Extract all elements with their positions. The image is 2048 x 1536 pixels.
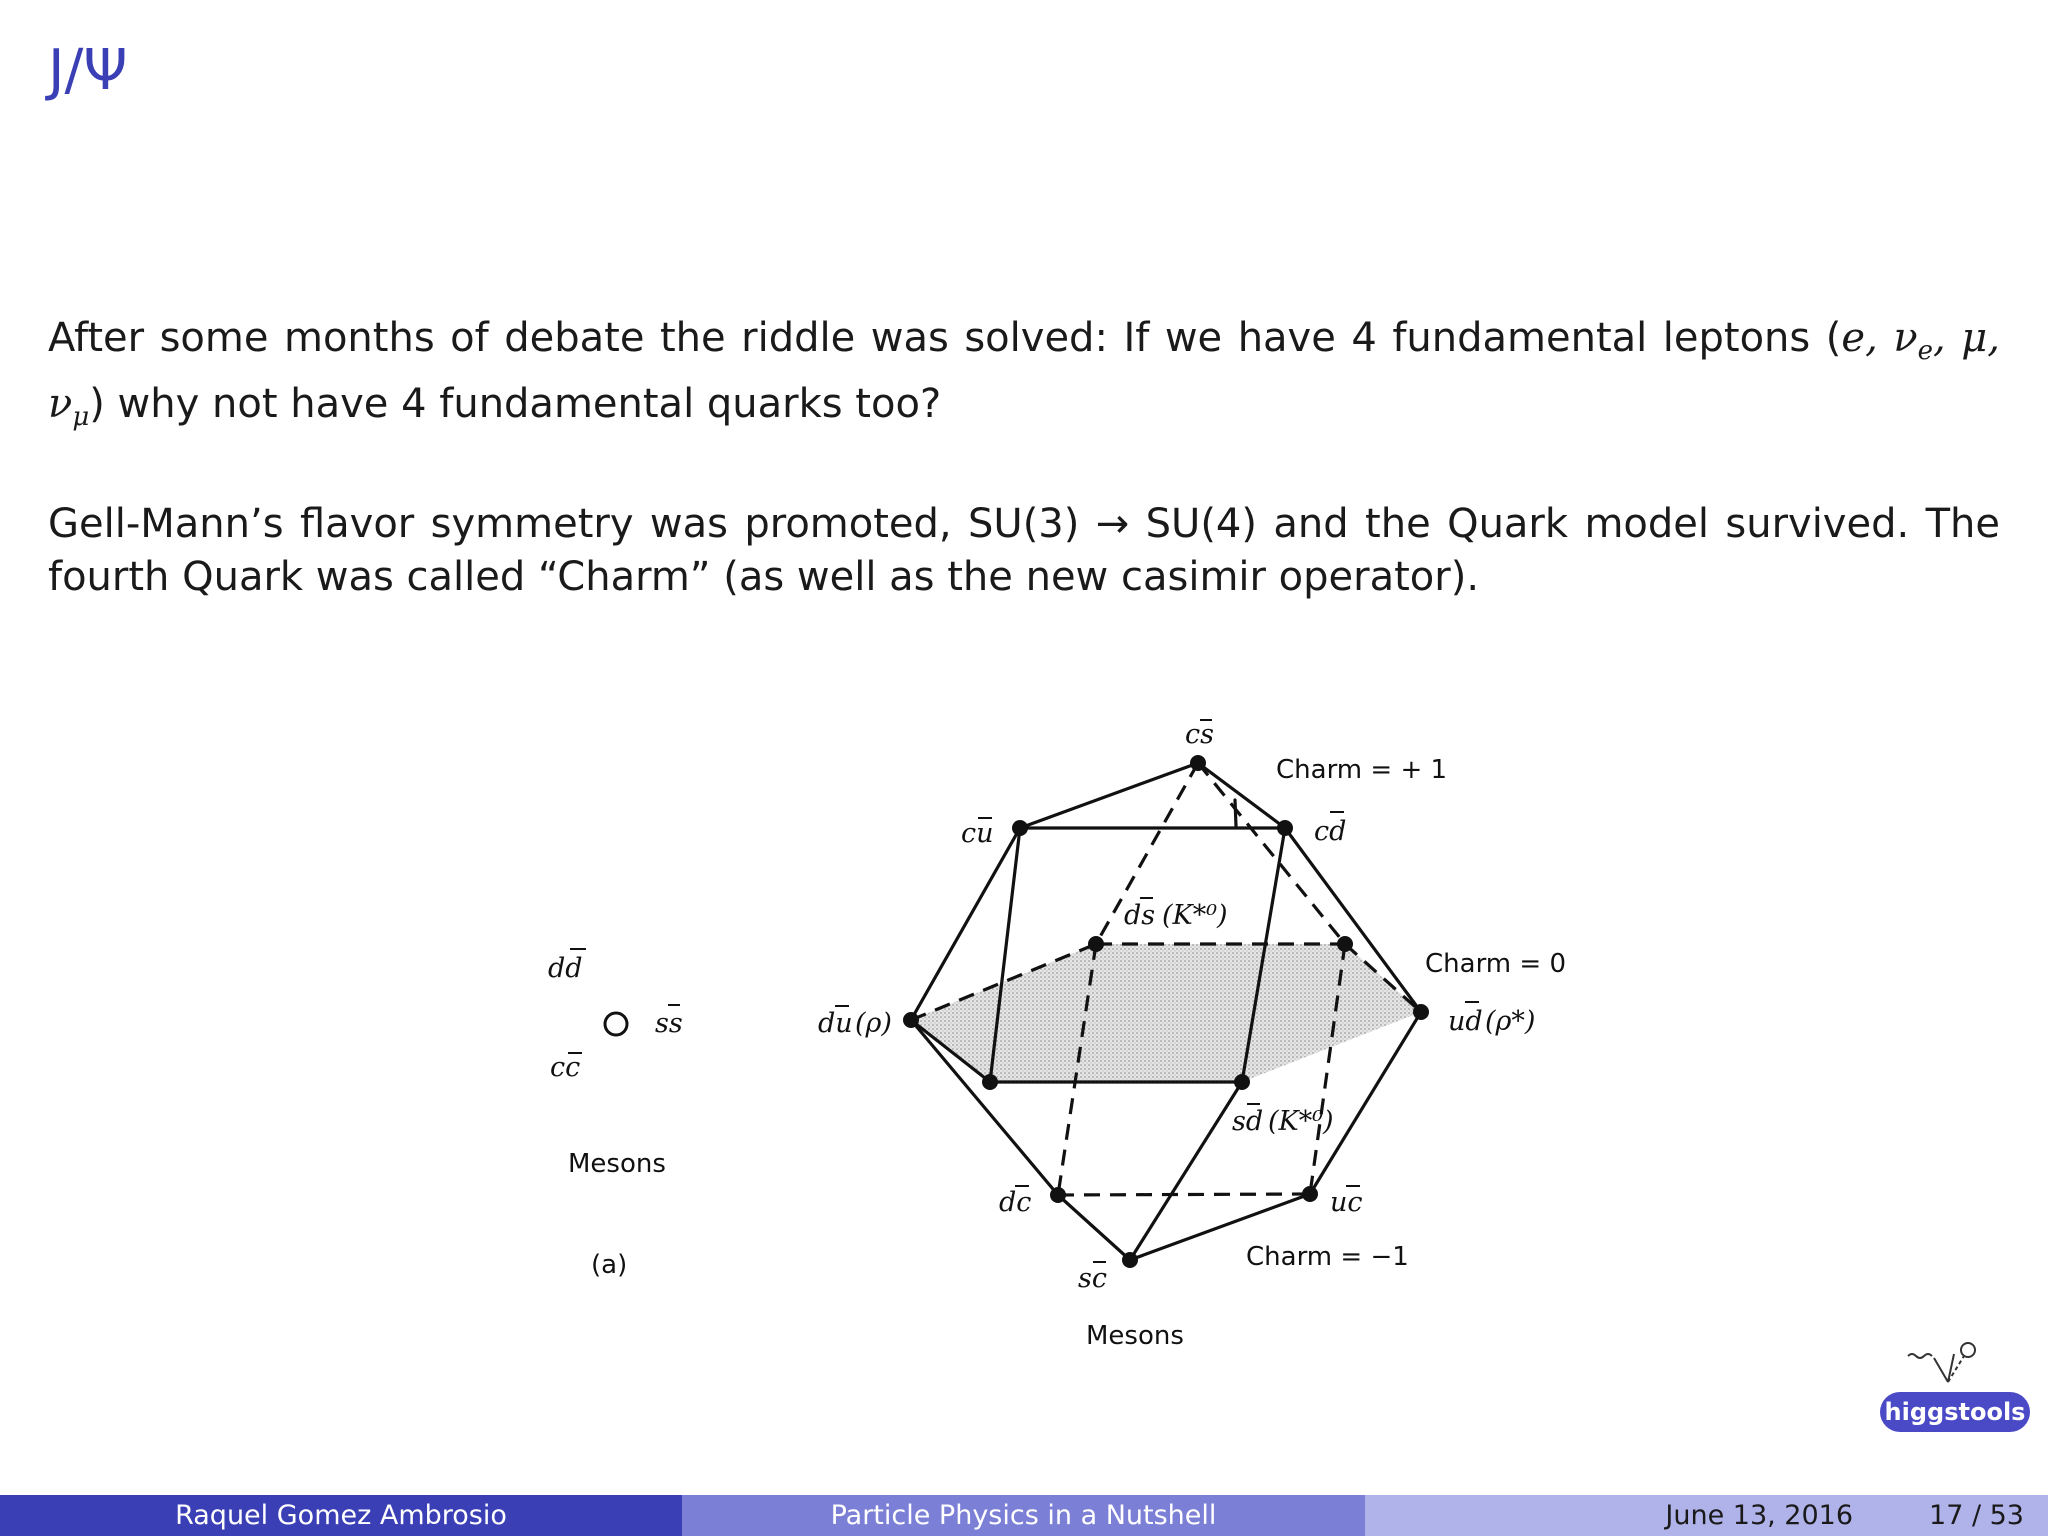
nu-symbol-mu: ν <box>48 381 73 427</box>
label-ud: ud <box>1448 1006 1483 1037</box>
meson-multiplet-diagram <box>0 700 2048 1380</box>
label-charm-zero: Charm = 0 <box>1425 949 1566 979</box>
vertex-du <box>903 1012 919 1028</box>
p1-text-a: After some months of debate the riddle was solved: If we have 4 fundamental leptons ( <box>48 315 1842 361</box>
sub-mu: μ <box>72 402 90 432</box>
label-du: du <box>818 1008 853 1039</box>
p1-text-b: ) why not have 4 fundamental quarks too? <box>89 381 942 427</box>
vertex-cu <box>1012 820 1028 836</box>
vertex-uc <box>1302 1186 1318 1202</box>
label-mesons-left: Mesons <box>568 1149 666 1179</box>
author-name: Raquel Gomez Ambrosio <box>175 1500 507 1531</box>
footer-bar <box>0 1495 2048 1536</box>
muon-symbol: μ <box>1961 315 1988 361</box>
label-sd-note: (K*⁰) <box>1268 1106 1334 1137</box>
sub-e: e <box>1917 336 1934 366</box>
talk-title: Particle Physics in a Nutshell <box>830 1500 1217 1531</box>
vertex-cs <box>1190 755 1206 771</box>
label-dc: dc <box>999 1187 1032 1218</box>
vertex-front-left <box>982 1074 998 1090</box>
vertex-sc <box>1122 1252 1138 1268</box>
vertex-ds <box>1088 936 1104 952</box>
label-ds-note: (K*⁰) <box>1162 900 1228 931</box>
label-dd: dd <box>548 953 583 984</box>
label-du-note: (ρ) <box>855 1008 892 1039</box>
vertex-dc <box>1050 1187 1066 1203</box>
slide-title: J/Ψ <box>48 38 128 103</box>
higgstools-logo <box>1870 1338 2030 1438</box>
feynman-diagram-icon <box>1904 1338 1984 1398</box>
label-panel-a: (a) <box>591 1250 628 1280</box>
lepton-list: e, $\nu_e$, μ, $\nu_\mu$ <box>48 315 2000 432</box>
footer-author <box>0 1495 682 1536</box>
label-cd: cd <box>1314 816 1347 847</box>
vertex-cd <box>1277 820 1293 836</box>
page-number: 17 / 53 <box>1929 1500 2024 1531</box>
electron-symbol: e <box>1841 315 1866 361</box>
label-charm-minus: Charm = −1 <box>1246 1242 1409 1272</box>
label-charm-plus: Charm = + 1 <box>1276 755 1448 785</box>
vertex-ud-plane <box>1337 936 1353 952</box>
paragraph-leptons <box>48 312 2000 444</box>
label-ds: ds <box>1124 900 1156 931</box>
nu-symbol-e: ν <box>1893 315 1918 361</box>
left-panel <box>548 949 683 1280</box>
label-ud-note: (ρ*) <box>1485 1006 1536 1037</box>
logo-text: higgstools <box>1880 1392 2030 1432</box>
label-sc: sc <box>1078 1263 1107 1294</box>
label-cc: cc <box>550 1052 581 1083</box>
singlet-circle <box>605 1013 627 1035</box>
footer-date-page <box>1365 1495 2048 1536</box>
label-ss: ss <box>655 1008 683 1039</box>
charm-zero-plane <box>911 944 1421 1082</box>
label-cu: cu <box>961 818 994 849</box>
paragraph-charm: Gell-Mann’s flavor symmetry was promoted, SU(3) → SU(4) and the Quark model survived. The fourth Quark was called “Charm” (as well as the new casimir operator). <box>48 501 2000 600</box>
figure-caption: Mesons <box>1086 1321 1184 1351</box>
vertex-sd <box>1234 1074 1250 1090</box>
footer-date: June 13, 2016 <box>1665 1500 1854 1531</box>
label-cs: cs <box>1185 719 1214 750</box>
footer-talk-title <box>682 1495 1365 1536</box>
label-sd: sd <box>1232 1106 1264 1137</box>
vertex-ud <box>1413 1004 1429 1020</box>
label-uc: uc <box>1330 1187 1363 1218</box>
